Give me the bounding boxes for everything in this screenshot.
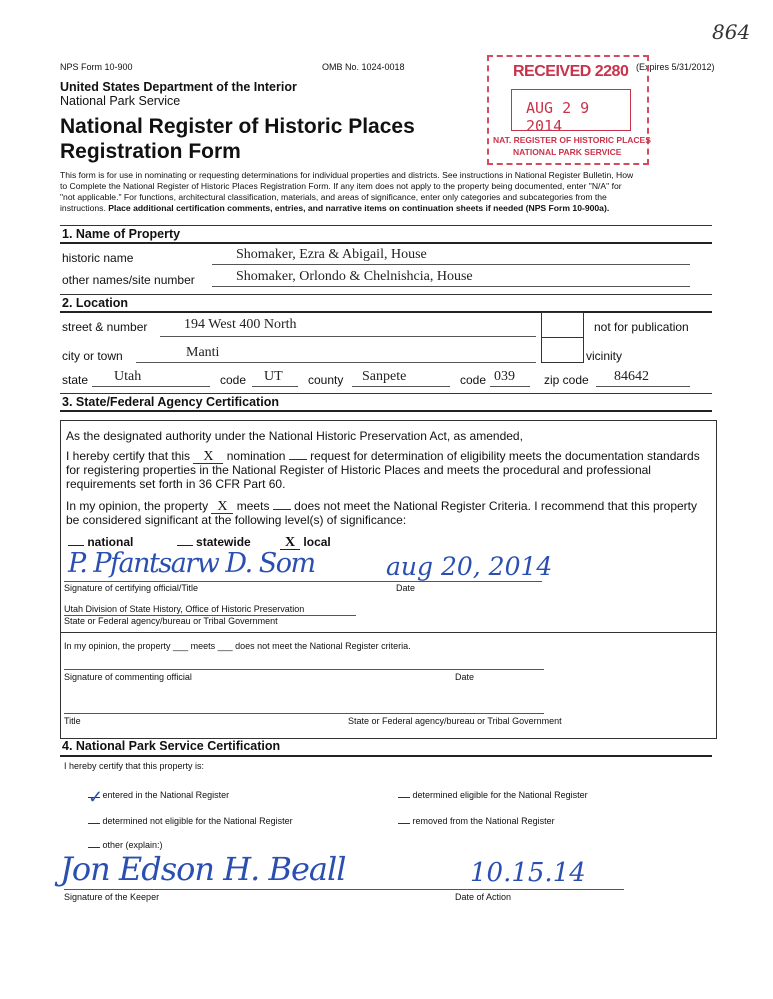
street-line bbox=[160, 336, 536, 337]
form-title-1: National Register of Historic Places bbox=[60, 115, 415, 138]
expiration: (Expires 5/31/2012) bbox=[636, 62, 715, 72]
certify-line-3: requirements set forth in 36 CFR Part 60. bbox=[66, 477, 286, 491]
service: National Park Service bbox=[60, 94, 181, 108]
option-eligible-label: determined eligible for the National Register bbox=[412, 790, 588, 800]
street-value[interactable]: 194 West 400 North bbox=[184, 317, 297, 332]
national-label: national bbox=[87, 535, 134, 549]
state-code-value[interactable]: UT bbox=[264, 369, 283, 384]
local-check[interactable]: X bbox=[280, 537, 300, 550]
zip-line bbox=[596, 386, 690, 387]
certify-part-2: nomination bbox=[226, 449, 286, 463]
county-code-value[interactable]: 039 bbox=[494, 369, 515, 384]
stamp-line-2: NATIONAL PARK SERVICE bbox=[513, 147, 622, 157]
section3-heading: 3. State/Federal Agency Certification bbox=[62, 395, 279, 409]
agency-label: State or Federal agency/bureau or Tribal Government bbox=[64, 616, 278, 626]
certification-date-handwritten: aug 20, 2014 bbox=[386, 552, 553, 581]
certifying-signature-line bbox=[64, 581, 542, 582]
historic-name-value[interactable]: Shomaker, Ezra & Abigail, House bbox=[236, 247, 427, 262]
option-entered-label: entered in the National Register bbox=[102, 790, 230, 800]
instructions-line-4b: Place additional certification comments, entries, and narrative items on continuation sheets if needed (NPS Form 10-900a). bbox=[108, 203, 610, 213]
option-other bbox=[88, 840, 163, 850]
comment-date-label: Date bbox=[455, 672, 475, 682]
instructions-line-2: to Complete the National Register of Historic Places Registration Form. If any item does not apply to the property being documented, enter "N/A" for bbox=[60, 181, 622, 191]
title-label: Title bbox=[64, 716, 81, 726]
not-meet-check[interactable] bbox=[273, 509, 291, 510]
other-names-value[interactable]: Shomaker, Orlondo & Chelnishcia, House bbox=[236, 269, 473, 284]
vicinity-checkbox[interactable] bbox=[541, 337, 584, 363]
other-names-line bbox=[212, 286, 690, 287]
option-not-eligible-label: determined not eligible for the National Register bbox=[102, 816, 293, 826]
historic-name-label: historic name bbox=[62, 251, 134, 265]
instructions-line-1: This form is for use in nominating or requesting determinations for individual properties and districts. See instructions in National Register Bulletin, How bbox=[60, 170, 634, 180]
not-for-publication-label: not for publication bbox=[594, 320, 689, 334]
check-mark-icon: ✓ bbox=[88, 787, 104, 808]
option-removed bbox=[398, 816, 555, 826]
instructions bbox=[60, 170, 715, 214]
certify-part-1: I hereby certify that this bbox=[66, 449, 191, 463]
removed-check[interactable] bbox=[398, 823, 410, 824]
keeper-signature-line bbox=[64, 889, 624, 890]
handwritten-page-number: 864 bbox=[712, 20, 751, 44]
other-check[interactable] bbox=[88, 847, 100, 848]
opinion-part-2: meets bbox=[236, 499, 270, 513]
option-eligible bbox=[398, 790, 588, 800]
section3-rule bbox=[60, 410, 712, 412]
national-check[interactable] bbox=[68, 545, 84, 546]
eligible-check[interactable] bbox=[398, 797, 410, 798]
county-code-label: code bbox=[460, 373, 487, 387]
section1-rule bbox=[60, 242, 712, 244]
certification-box-divider bbox=[60, 632, 716, 633]
city-label: city or town bbox=[62, 349, 123, 363]
opinion-line-2: be considered significant at the following level(s) of significance: bbox=[66, 513, 407, 527]
section2-rule bbox=[60, 311, 712, 313]
action-date-handwritten: 10.15.14 bbox=[470, 858, 586, 888]
county-value[interactable]: Sanpete bbox=[362, 369, 407, 384]
department: United States Department of the Interior bbox=[60, 80, 297, 94]
state-line bbox=[92, 386, 210, 387]
historic-name-line bbox=[212, 264, 690, 265]
nomination-check[interactable]: X bbox=[193, 451, 223, 464]
zip-value[interactable]: 84642 bbox=[614, 369, 649, 384]
comment-signature-label: Signature of commenting official bbox=[64, 672, 192, 682]
certifying-signature-label: Signature of certifying official/Title bbox=[64, 583, 199, 593]
option-not-eligible bbox=[88, 816, 293, 826]
keeper-signature: Jon Edson H. Beall bbox=[60, 850, 346, 888]
section2-top-rule bbox=[60, 294, 712, 295]
county-code-line bbox=[490, 386, 530, 387]
agency-label-2: State or Federal agency/bureau or Tribal Government bbox=[348, 716, 562, 726]
instructions-line-3: "not applicable." For functions, architectural classification, materials, and areas of significance, enter only categories and subcategories from the bbox=[60, 192, 607, 202]
opinion-part-3: does not meet the National Register Criteria. I recommend that this property bbox=[294, 499, 697, 513]
city-line bbox=[136, 362, 536, 363]
state-value[interactable]: Utah bbox=[114, 369, 142, 384]
stamp-date: AUG 2 9 2014 bbox=[526, 99, 590, 135]
form-number: NPS Form 10-900 bbox=[60, 62, 133, 72]
entered-check[interactable] bbox=[88, 787, 104, 808]
option-entered bbox=[88, 787, 230, 808]
section3-top-rule bbox=[60, 393, 712, 394]
county-label: county bbox=[308, 373, 344, 387]
section4-certify-text: I hereby certify that this property is: bbox=[64, 761, 205, 771]
option-removed-label: removed from the National Register bbox=[412, 816, 555, 826]
section4-rule bbox=[60, 755, 712, 757]
comment-opinion: In my opinion, the property ___ meets ___ does not meet the National Register criteria. bbox=[64, 641, 411, 651]
state-code-label: code bbox=[220, 373, 247, 387]
certify-line-2: for registering properties in the National Register of Historic Places and meets the procedural and professional bbox=[66, 463, 651, 477]
not-eligible-check[interactable] bbox=[88, 823, 100, 824]
statewide-check[interactable] bbox=[177, 545, 193, 546]
other-names-label: other names/site number bbox=[62, 273, 195, 287]
keeper-signature-label: Signature of the Keeper bbox=[64, 892, 160, 902]
received-stamp bbox=[487, 55, 649, 165]
meets-check[interactable]: X bbox=[211, 501, 233, 514]
instructions-line-4a: instructions. bbox=[60, 203, 106, 213]
stamp-line-1: NAT. REGISTER OF HISTORIC PLACES bbox=[493, 135, 651, 145]
stamp-date-box bbox=[511, 89, 631, 135]
opinion-part-1: In my opinion, the property bbox=[66, 499, 209, 513]
certify-line-1 bbox=[66, 449, 700, 464]
vicinity-label: vicinity bbox=[586, 349, 623, 363]
statewide-label: statewide bbox=[196, 535, 251, 549]
action-date-label: Date of Action bbox=[455, 892, 512, 902]
certifying-signature: P. Pfantsarw D. Som bbox=[68, 548, 315, 579]
authority-text: As the designated authority under the National Historic Preservation Act, as amended, bbox=[66, 429, 523, 443]
zip-label: zip code bbox=[544, 373, 589, 387]
section1-heading: 1. Name of Property bbox=[62, 227, 181, 241]
omb-number: OMB No. 1024-0018 bbox=[322, 62, 405, 72]
state-code-line bbox=[252, 386, 298, 387]
certifying-date-label: Date bbox=[396, 583, 416, 593]
not-for-publication-checkbox[interactable] bbox=[541, 312, 584, 338]
title-line bbox=[64, 713, 544, 714]
county-line bbox=[352, 386, 450, 387]
office-name: Utah Division of State History, Office of Historic Preservation bbox=[64, 604, 305, 614]
stamp-received: RECEIVED 2280 bbox=[513, 63, 629, 80]
section4-heading: 4. National Park Service Certification bbox=[62, 739, 281, 753]
state-label: state bbox=[62, 373, 89, 387]
option-other-label: other (explain:) bbox=[102, 840, 163, 850]
street-label: street & number bbox=[62, 320, 148, 334]
certify-part-3: request for determination of eligibility meets the documentation standards bbox=[310, 449, 700, 463]
city-value[interactable]: Manti bbox=[186, 345, 220, 360]
local-label: local bbox=[303, 535, 331, 549]
request-check[interactable] bbox=[289, 459, 307, 460]
section2-heading: 2. Location bbox=[62, 296, 128, 310]
section1-top-rule bbox=[60, 225, 712, 226]
form-title-2: Registration Form bbox=[60, 140, 241, 163]
comment-signature-line bbox=[64, 669, 544, 670]
opinion-line-1 bbox=[66, 499, 697, 514]
